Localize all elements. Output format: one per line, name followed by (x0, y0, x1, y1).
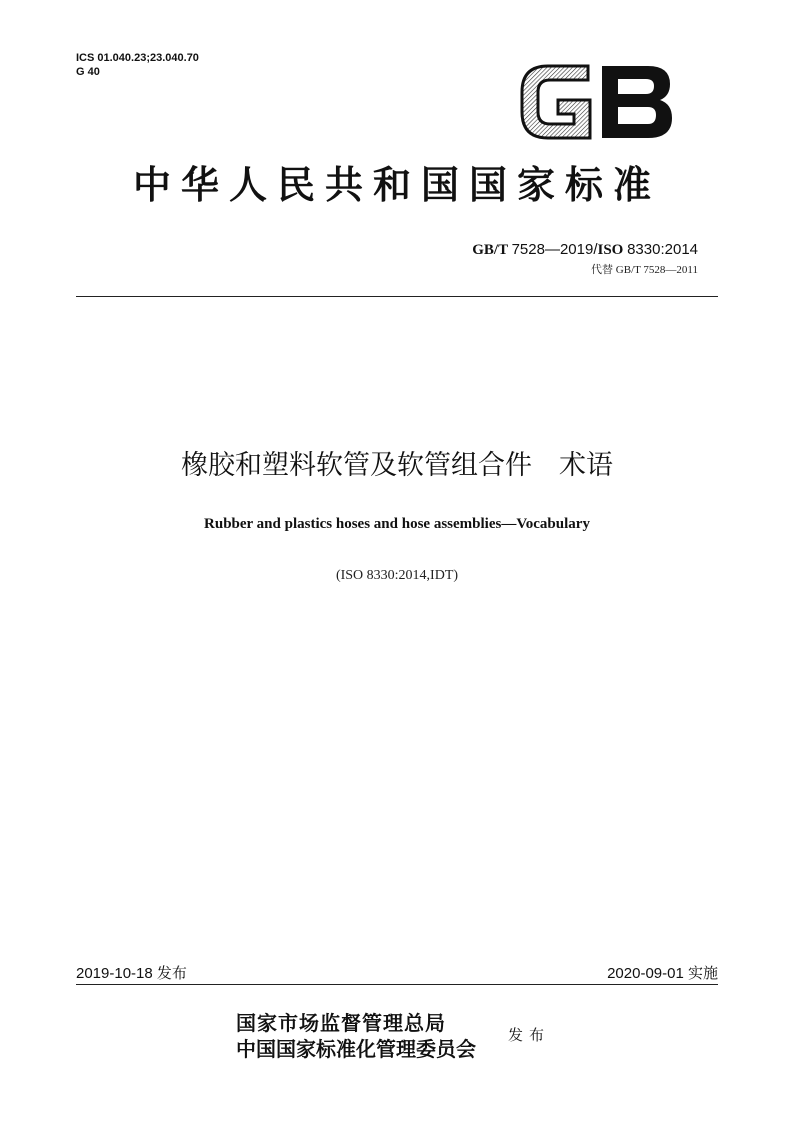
issuing-authorities (236, 1010, 476, 1062)
ccs-code: G 40 (76, 66, 100, 78)
national-standard-title: 中华人民共和国国家标准 (132, 163, 661, 207)
publish-label: 发布 (508, 1026, 551, 1044)
ics-code: ICS 01.040.23;23.040.70 (76, 52, 199, 64)
ics-classification (76, 51, 199, 79)
english-title: Rubber and plastics hoses and hose assemblies—Vocabulary (204, 516, 590, 532)
issue-date: 2019-10-18 发布 (76, 965, 187, 982)
iso-code-number: 8330:2014 (627, 241, 698, 258)
replaces-note: 代替 GB/T 7528—2011 (591, 264, 698, 276)
issuer-samr: 国家市场监督管理总局 (236, 1011, 446, 1035)
implementation-date: 2020-09-01 实施 (607, 965, 718, 982)
issuer-sac: 中国国家标准化管理委员会 (236, 1037, 476, 1061)
chinese-title: 橡胶和塑料软管及软管组合件 术语 (181, 450, 613, 481)
standard-number (472, 241, 698, 259)
standard-code-prefix: GB/T (472, 242, 508, 258)
footer-divider (76, 984, 718, 985)
iso-code-prefix: ISO (597, 242, 624, 258)
header-divider (76, 296, 718, 297)
gb-logo (518, 62, 676, 142)
iso-reference: (ISO 8330:2014,IDT) (335, 568, 459, 583)
standard-code-number: 7528—2019/ (511, 241, 598, 258)
